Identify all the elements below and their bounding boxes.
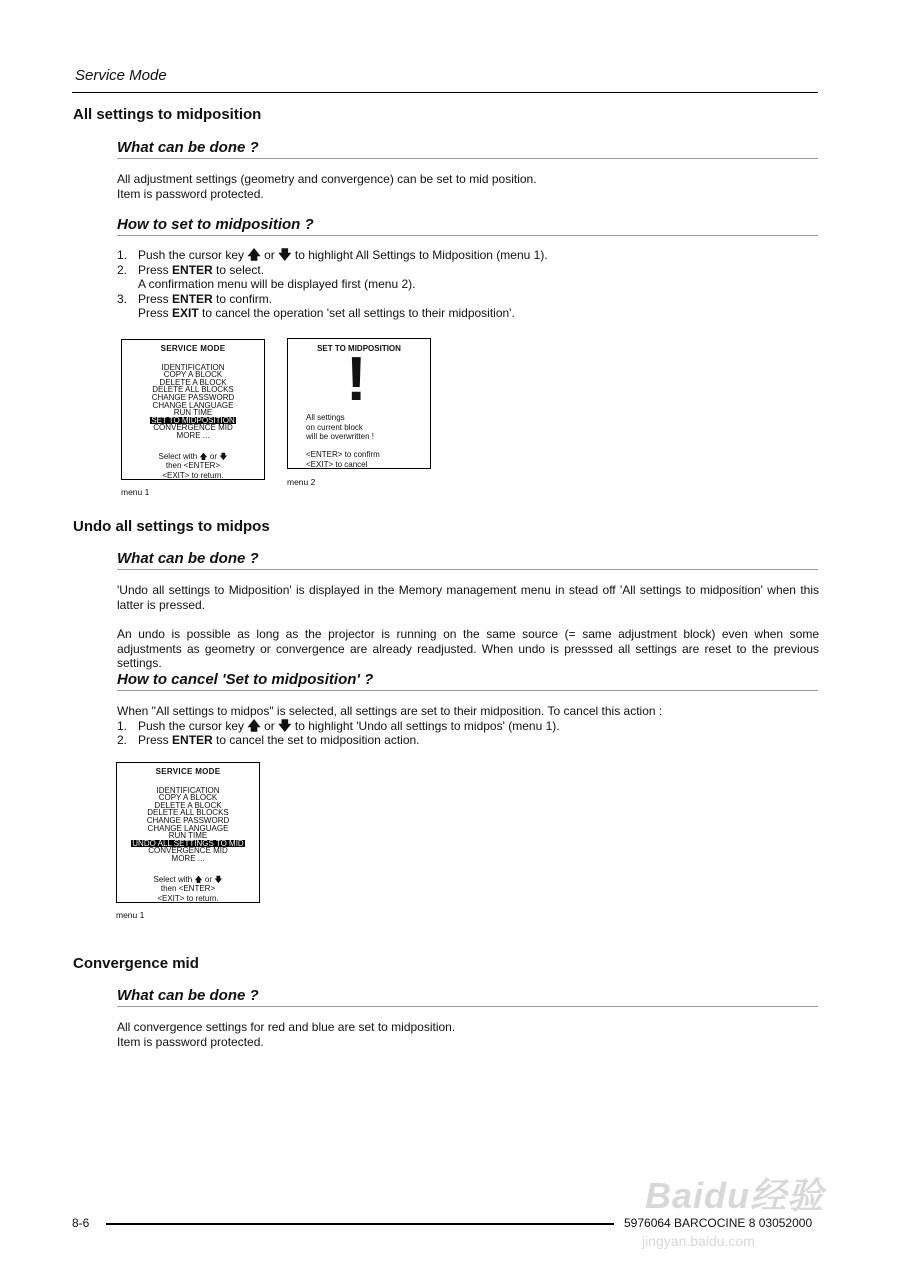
menu-item: CHANGE LANGUAGE [147,823,229,833]
exclamation-icon: ! [346,345,367,414]
menu-caption: menu 1 [116,910,145,920]
what-title-2: What can be done ? [117,550,259,567]
menu-item: CONVERGENCE MID [148,846,228,856]
arrow-down-icon: 🡇 [278,247,292,262]
menu-item: IDENTIFICATION [156,785,220,795]
subheading-rule [117,158,818,159]
menu-footer: Select with 🡅 or 🡇 then <ENTER> <EXIT> to return. [153,874,223,903]
document-id: 5976064 BARCOCINE 8 03052000 [624,1216,813,1230]
service-mode-menu-1: SERVICE MODE IDENTIFICATION COPY A BLOCK DELETE A BLOCK DELETE ALL BLOCKS CHANGE PASSWORD CHANGE LANGUAGE RUN TIME SET TO MIDPOSITION CONVERGENCE MID MORE ... Select with 🡅 or 🡇 then <ENTER> <EXIT> to return. [121,339,265,480]
arrow-up-icon: 🡅 [194,874,203,884]
menu-item: COPY A BLOCK [163,370,223,380]
section-title-convergence: Convergence mid [73,955,199,972]
arrow-up-icon: 🡅 [247,717,261,733]
running-header: Service Mode [75,67,167,84]
menu-item-highlighted: SET TO MIDPOSITION [151,415,235,425]
menu-item: CONVERGENCE MID [153,423,233,433]
undo-para-2: An undo is possible as long as the projector is running on the same source (= same adjustment block) even when some adjustments as geometry or convergence are already readjusted. When undo is presssed all settings are reset to the previous settings. [117,627,819,670]
list-item: Press EXIT to cancel the operation 'set all settings to their midposition'. [138,306,515,320]
subheading-rule [117,690,818,691]
list-item: A confirmation menu will be displayed first (menu 2). [138,277,416,291]
menu-item: CHANGE LANGUAGE [152,400,234,410]
menu-item: MORE ... [171,853,205,863]
set-to-midposition-menu: SET TO MIDPOSITION ! All settings on current block will be overwritten ! <ENTER> to confirm <EXIT> to cancel [287,338,431,469]
arrow-up-icon: 🡅 [199,451,208,461]
list-item: 1. Push the cursor key 🡅 or 🡇 to highlight 'Undo all settings to midpos' (menu 1). [117,717,560,733]
baidu-watermark-url: jingyan.baidu.com [642,1233,755,1249]
menu-caption: menu 1 [121,487,150,497]
section-title-undo: Undo all settings to midpos [73,518,270,535]
how-title-1: How to set to midposition ? [117,216,314,233]
footer-rule [106,1223,614,1225]
list-item: 1. Push the cursor key 🡅 or 🡇 to highlight All Settings to Midposition (menu 1). [117,247,548,262]
menu-item: DELETE ALL BLOCKS [147,808,229,818]
arrow-up-icon: 🡅 [247,247,261,262]
menu-item: MORE ... [176,430,210,440]
confirm-text: <ENTER> to confirm <EXIT> to cancel [306,450,380,469]
what-title-3: What can be done ? [117,987,259,1004]
list-item: 3. Press ENTER to confirm. [117,291,273,306]
menu-item: IDENTIFICATION [161,362,225,372]
what-text-3: All convergence settings for red and blue are set to midposition. Item is password protected. [117,1020,456,1049]
service-mode-menu-2: SERVICE MODE IDENTIFICATION COPY A BLOCK DELETE A BLOCK DELETE ALL BLOCKS CHANGE PASSWORD CHANGE LANGUAGE RUN TIME UNDO ALL SETTINGS TO MID CONVERGENCE MID MORE ... Select with 🡅 or 🡇 then <ENTER> <EXIT> to return. [116,762,260,903]
list-item: 2. Press ENTER to cancel the set to midposition action. [117,733,420,747]
menu-item: CHANGE PASSWORD [151,392,235,402]
baidu-watermark-logo: Baidu经验 [645,1175,825,1216]
menu-item: DELETE A BLOCK [159,377,227,387]
subheading-rule [117,1006,818,1007]
subheading-rule [117,569,818,570]
arrow-down-icon: 🡇 [278,717,292,733]
menu-item: DELETE ALL BLOCKS [152,385,234,395]
menu-item: RUN TIME [173,408,213,418]
menu-item: CHANGE PASSWORD [146,815,230,825]
menu-item: DELETE A BLOCK [154,800,222,810]
menu-footer: Select with 🡅 or 🡇 then <ENTER> <EXIT> to return. [158,451,228,480]
steps-list-1 [117,248,819,321]
steps-list-2: When "All settings to midpos" is selected, all settings are set to their midposition. To cancel this action : 1. Push the cursor key 🡅 or 🡇 to highlight 'Undo all settings to midpos' (menu 1). 2. Press ENTER to cancel the set to midposition action. [117,704,819,748]
list-item: 2. Press ENTER to select. [117,262,265,277]
undo-para-1: 'Undo all settings to Midposition' is displayed in the Memory management menu in stead off 'All settings to midposition' when this latter is pressed. [117,583,819,612]
warning-text: All settings on current block will be overwritten ! [306,413,375,441]
how-title-2: How to cancel 'Set to midposition' ? [117,671,374,688]
subheading-rule [117,235,818,236]
header-rule [72,92,818,93]
what-text-1: All adjustment settings (geometry and convergence) can be set to mid position. Item is password protected. [117,172,537,201]
menu-item-highlighted: UNDO ALL SETTINGS TO MID [132,838,244,848]
menu-item: RUN TIME [168,831,208,841]
menu-caption: menu 2 [287,477,316,487]
menu-item: COPY A BLOCK [158,793,218,803]
section-title-all-settings: All settings to midposition [73,106,262,123]
arrow-down-icon: 🡇 [219,451,228,461]
arrow-down-icon: 🡇 [214,874,223,884]
what-title-1: What can be done ? [117,139,259,156]
page-number: 8-6 [72,1216,90,1230]
